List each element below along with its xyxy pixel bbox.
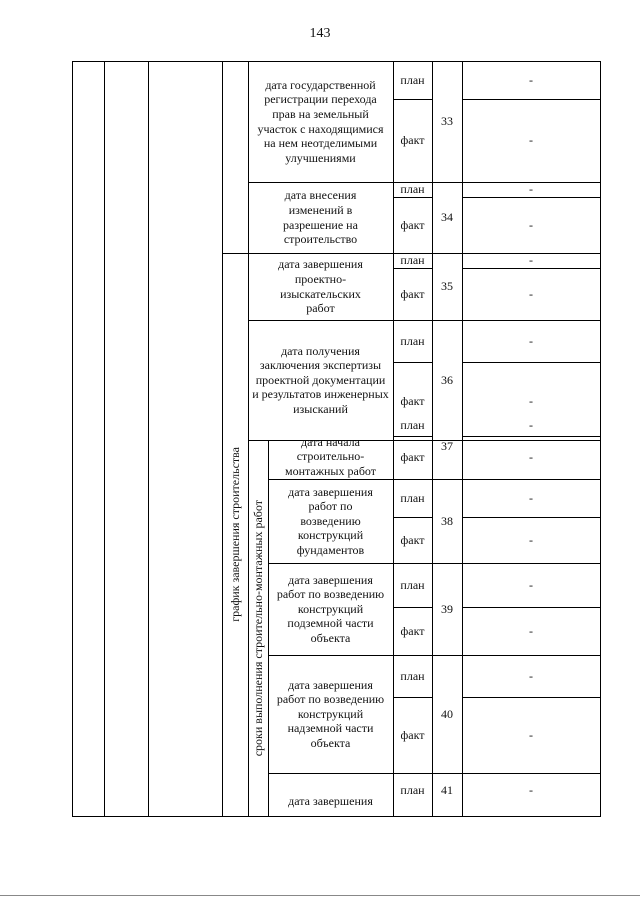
plan-label: план [400,333,425,348]
row-number: 36 [441,372,453,387]
fact-label: факт [400,286,425,301]
schedule-group-label: график завершения строительства [227,447,242,622]
table-border [104,61,105,816]
plan-label: план [400,783,425,798]
row-name: дата государственной регистрации перехода прав на земельный участок с находящимися на нем неотделимыми улучшениями [257,77,384,165]
plan-label: план [400,72,425,87]
row-name: дата завершения [288,794,373,809]
fact-label: факт [400,133,425,148]
row-name: дата начала строительно-монтажных работ [284,434,377,478]
plan-value: - [529,72,533,87]
fact-label: факт [400,217,425,232]
plan-label: план [400,253,425,268]
plan-label: план [400,417,425,432]
fact-value: - [529,450,533,465]
fact-label: факт [400,532,425,547]
row-number: 35 [441,279,453,294]
table-border [600,61,601,816]
plan-value: - [529,783,533,798]
plan-value: - [529,417,533,432]
plan-value: - [529,182,533,197]
fact-label: факт [400,450,425,465]
plan-label: план [400,182,425,197]
fact-label: факт [400,623,425,638]
table-border [72,816,601,817]
row-name: дата завершения работ по возведению конструкций фундаментов [288,484,373,557]
page-number: 143 [309,26,331,41]
row-name: дата внесения изменений в разрешение на строительство [283,188,358,247]
fact-value: - [529,217,533,232]
construction-terms-group-label: сроки выполнения строительно-монтажных работ [250,499,265,757]
row-number: 41 [441,783,453,798]
row-number: 40 [441,706,453,721]
row-name: дата получения заключения экспертизы проектной документации и результатов инженерных изысканий [252,343,389,416]
row-number: 38 [441,513,453,528]
row-number: 37 [441,439,453,454]
fact-value: - [529,133,533,148]
fact-value: - [529,727,533,742]
row-number: 34 [441,210,453,225]
row-name: дата завершения проектно-изыскательских работ [278,257,363,316]
fact-value: - [529,532,533,547]
fact-label: факт [400,393,425,408]
plan-value: - [529,577,533,592]
table-border [72,61,73,816]
fact-label: факт [400,727,425,742]
plan-value: - [529,333,533,348]
plan-label: план [400,668,425,683]
row-name: дата завершения работ по возведению конструкций подземной части объекта [276,572,385,645]
plan-value: - [529,668,533,683]
plan-value: - [529,490,533,505]
plan-value: - [529,253,533,268]
row-number: 39 [441,601,453,616]
table-border [148,61,149,816]
fact-value: - [529,393,533,408]
fact-value: - [529,623,533,638]
plan-label: план [400,490,425,505]
row-number: 33 [441,114,453,129]
row-name: дата завершения работ по возведению конструкций надземной части объекта [276,677,385,750]
plan-label: план [400,577,425,592]
page-bottom-rule [0,895,640,896]
fact-value: - [529,286,533,301]
